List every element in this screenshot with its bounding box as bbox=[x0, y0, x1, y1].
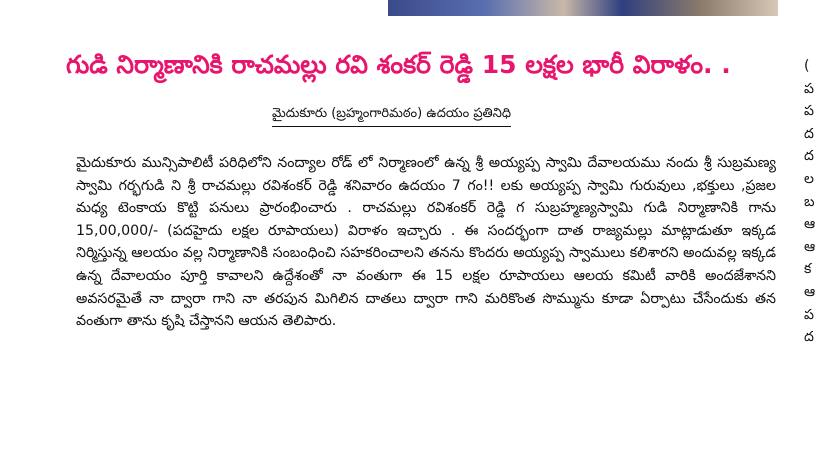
top-photo bbox=[388, 0, 778, 16]
article-headline: గుడి నిర్మాణానికి రాచమల్లు రవి శంకర్ రెడ్డి 15 లక్షల భారీ విరాళం. . bbox=[66, 50, 731, 79]
fragment-text: ఆ bbox=[804, 283, 816, 300]
fragment-text: ల bbox=[804, 170, 814, 187]
article-byline: మైదుకూరు (బ్రహ్మంగారిమఠం) ఉదయం ప్రతినిధి bbox=[272, 106, 511, 127]
fragment-text: బ bbox=[804, 193, 815, 210]
fragment-text: ప bbox=[804, 80, 814, 97]
fragment-text: ద bbox=[804, 329, 814, 346]
fragment-text: ఆ bbox=[804, 216, 816, 233]
fragment-text: ప bbox=[804, 103, 814, 120]
adjacent-column-fragment bbox=[804, 55, 817, 365]
fragment-text: ఆ bbox=[804, 238, 816, 255]
fragment-text: ప bbox=[804, 306, 814, 323]
fragment-text: ( bbox=[804, 58, 810, 74]
fragment-text: ద bbox=[804, 125, 814, 142]
fragment-text: ద bbox=[804, 148, 814, 165]
article-body: మైదుకూరు మున్సిపాలిటీ పరిధిలోని నంద్యాల రోడ్ లో నిర్మాణంలో ఉన్న శ్రీ అయ్యప్ప స్వామి దేవాలయము నందు శ్రీ సుబ్రమణ్య స్వామి గర్భగుడి ని శ్రీ రాచమల్లు రవిశంకర్ రెడ్డి శనివారం ఉదయం 7 గం!! లకు అయ్యప్ప స్వామి గురువులు ,భక్తులు ,ప్రజల మధ్య టెంకాయ కొట్టి పనులు ప్రారంభించారు . రాచమల్లు రవిశంకర్ రెడ్డి గ సుబ్రహ్మణ్యస్వామి గుడి నిర్మాణానికి గాను 15,00,000/- (పదహైదు లక్షల రూపాయలు) విరాళం ఇచ్చారు . ఈ సందర్భంగా దాత రాజ్యమల్లు మాట్లాడుతూ ఇక్కడ నిర్మిస్తున్న ఆలయం వల్ల నిర్మాణానికి సంబంధించి సహకరించాలని తనను కొందరు అయ్యప్ప స్వాములు కలిశారని అందువల్ల ఇక్కడ ఉన్న దేవాలయం పూర్తి కావాలని ఉద్దేశంతో నా వంతుగా ఈ 15 లక్షల రూపాయలు ఆలయ కమిటీ వారికి అందజేశానని అవసరమైతే నా ద్వారా గాని నా తరపున మిగిలిన దాతలు ద్వారా గాని మరికొంత సొమ్మును కూడా ఏర్పాటు చేసేందుకు తన వంతుగా తాను కృషి చేస్తానని ఆయన తెలిపారు. bbox=[76, 155, 776, 330]
fragment-text: క bbox=[804, 261, 812, 278]
